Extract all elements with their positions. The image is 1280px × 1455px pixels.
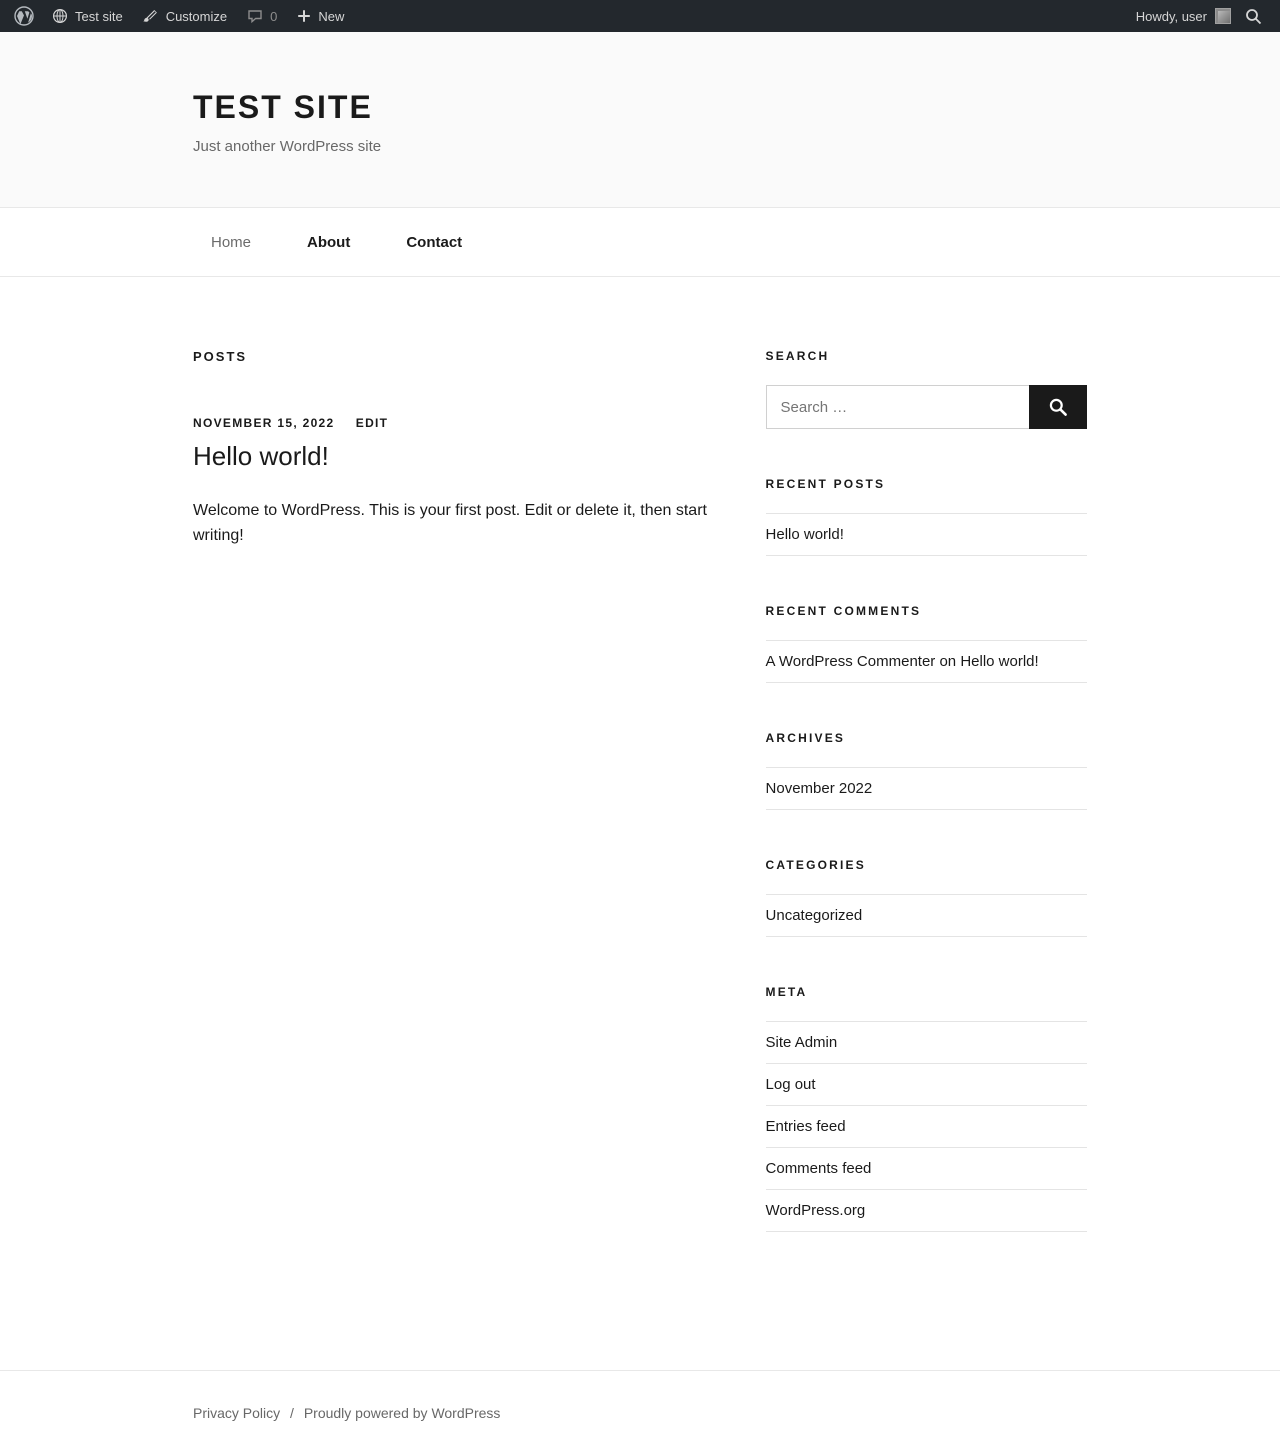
meta-list xyxy=(766,1021,1087,1232)
brush-icon xyxy=(143,8,159,24)
list-item[interactable] xyxy=(766,767,1087,810)
plus-icon xyxy=(297,9,311,23)
page-title[interactable]: TEST SITE xyxy=(193,89,373,125)
content-area xyxy=(187,277,1093,1280)
site-footer xyxy=(0,1370,1280,1455)
list-item[interactable] xyxy=(766,1021,1087,1064)
customize-label: Customize xyxy=(165,8,228,24)
archives-list xyxy=(766,767,1087,810)
list-item[interactable] xyxy=(766,513,1087,556)
widget-title-recent-comments: RECENT COMMENTS xyxy=(765,604,922,619)
meta-link-wordpress-org[interactable]: WordPress.org xyxy=(765,1202,866,1220)
comment-post-link[interactable]: Hello world! xyxy=(960,653,1039,671)
search-submit-button[interactable] xyxy=(1029,385,1087,429)
nav-item-home[interactable] xyxy=(193,226,269,259)
powered-by-link[interactable]: Proudly powered by WordPress xyxy=(303,1405,501,1422)
list-item[interactable] xyxy=(766,1064,1087,1106)
widget-categories xyxy=(766,858,1087,937)
post-content xyxy=(193,499,726,549)
site-name-menu[interactable] xyxy=(42,0,133,32)
wp-logo-menu[interactable] xyxy=(8,0,42,32)
widget-title-meta: META xyxy=(765,985,808,1000)
privacy-policy-link[interactable]: Privacy Policy xyxy=(193,1405,281,1422)
widget-recent-comments xyxy=(766,604,1087,683)
recent-comments-list xyxy=(766,640,1087,683)
comments-link[interactable] xyxy=(237,0,287,32)
footer-separator: / xyxy=(290,1405,294,1422)
meta-link-comments-feed[interactable]: Comments feed xyxy=(765,1160,872,1178)
comment-bubble-icon xyxy=(247,8,263,24)
search-icon[interactable] xyxy=(1231,8,1272,25)
meta-link-site-admin[interactable]: Site Admin xyxy=(765,1034,838,1052)
new-content-menu[interactable] xyxy=(287,0,354,32)
search-icon xyxy=(1048,397,1068,417)
categories-list xyxy=(766,894,1087,937)
post-date-link[interactable]: NOVEMBER 15, 2022 xyxy=(193,416,335,431)
archive-link[interactable]: November 2022 xyxy=(765,780,873,798)
entry-meta xyxy=(193,416,726,430)
widget-title-search: SEARCH xyxy=(765,349,830,364)
comments-count: 0 xyxy=(270,8,278,24)
nav-link-about[interactable]: About xyxy=(307,233,351,251)
widget-title-recent-posts: RECENT POSTS xyxy=(765,477,886,492)
avatar[interactable] xyxy=(1215,8,1231,24)
dashboard-icon xyxy=(52,8,68,24)
comment-author-link[interactable]: A WordPress Commenter xyxy=(765,653,936,671)
list-item[interactable] xyxy=(766,1148,1087,1190)
list-item xyxy=(766,640,1087,683)
widget-archives xyxy=(766,731,1087,810)
main-navigation xyxy=(0,208,1280,277)
list-item[interactable] xyxy=(766,894,1087,937)
recent-posts-list xyxy=(766,513,1087,556)
widget-meta xyxy=(766,985,1087,1232)
search-form xyxy=(766,385,1087,429)
search-input[interactable] xyxy=(766,385,1029,429)
admin-bar-right xyxy=(1136,8,1272,25)
nav-link-contact[interactable]: Contact xyxy=(406,233,463,251)
list-item[interactable] xyxy=(766,1190,1087,1232)
nav-item-contact[interactable] xyxy=(388,226,480,259)
nav-link-home[interactable]: Home xyxy=(211,233,252,251)
category-link[interactable]: Uncategorized xyxy=(765,907,863,925)
site-name-label: Test site xyxy=(75,8,123,24)
widget-title-archives: ARCHIVES xyxy=(765,731,846,746)
widget-search xyxy=(766,349,1087,429)
post-article xyxy=(193,416,726,548)
sidebar xyxy=(766,349,1087,1280)
post-excerpt: Welcome to WordPress. This is your first post. Edit or delete it, then start writing! xyxy=(193,501,707,544)
main-content xyxy=(193,349,766,1280)
post-edit-link[interactable]: EDIT xyxy=(355,416,389,431)
meta-link-log-out[interactable]: Log out xyxy=(765,1076,816,1094)
list-item[interactable] xyxy=(766,1106,1087,1148)
comment-on-label: on xyxy=(939,653,957,671)
footer-inner xyxy=(187,1405,1093,1421)
wordpress-logo-icon xyxy=(14,6,34,26)
meta-link-entries-feed[interactable]: Entries feed xyxy=(765,1118,846,1136)
site-description: Just another WordPress site xyxy=(193,138,382,156)
post-title xyxy=(193,440,726,473)
nav-list xyxy=(193,208,1087,276)
widget-recent-posts xyxy=(766,477,1087,556)
howdy-label[interactable]: Howdy, user xyxy=(1135,8,1207,24)
admin-bar xyxy=(0,0,1280,32)
recent-post-link[interactable]: Hello world! xyxy=(765,526,844,544)
site-header xyxy=(0,32,1280,208)
new-label: New xyxy=(318,8,345,24)
post-title-link[interactable]: Hello world! xyxy=(193,441,329,472)
nav-item-about[interactable] xyxy=(289,226,368,259)
widget-title-categories: CATEGORIES xyxy=(765,858,866,873)
customize-link[interactable] xyxy=(133,0,237,32)
posts-heading: POSTS xyxy=(193,349,248,365)
